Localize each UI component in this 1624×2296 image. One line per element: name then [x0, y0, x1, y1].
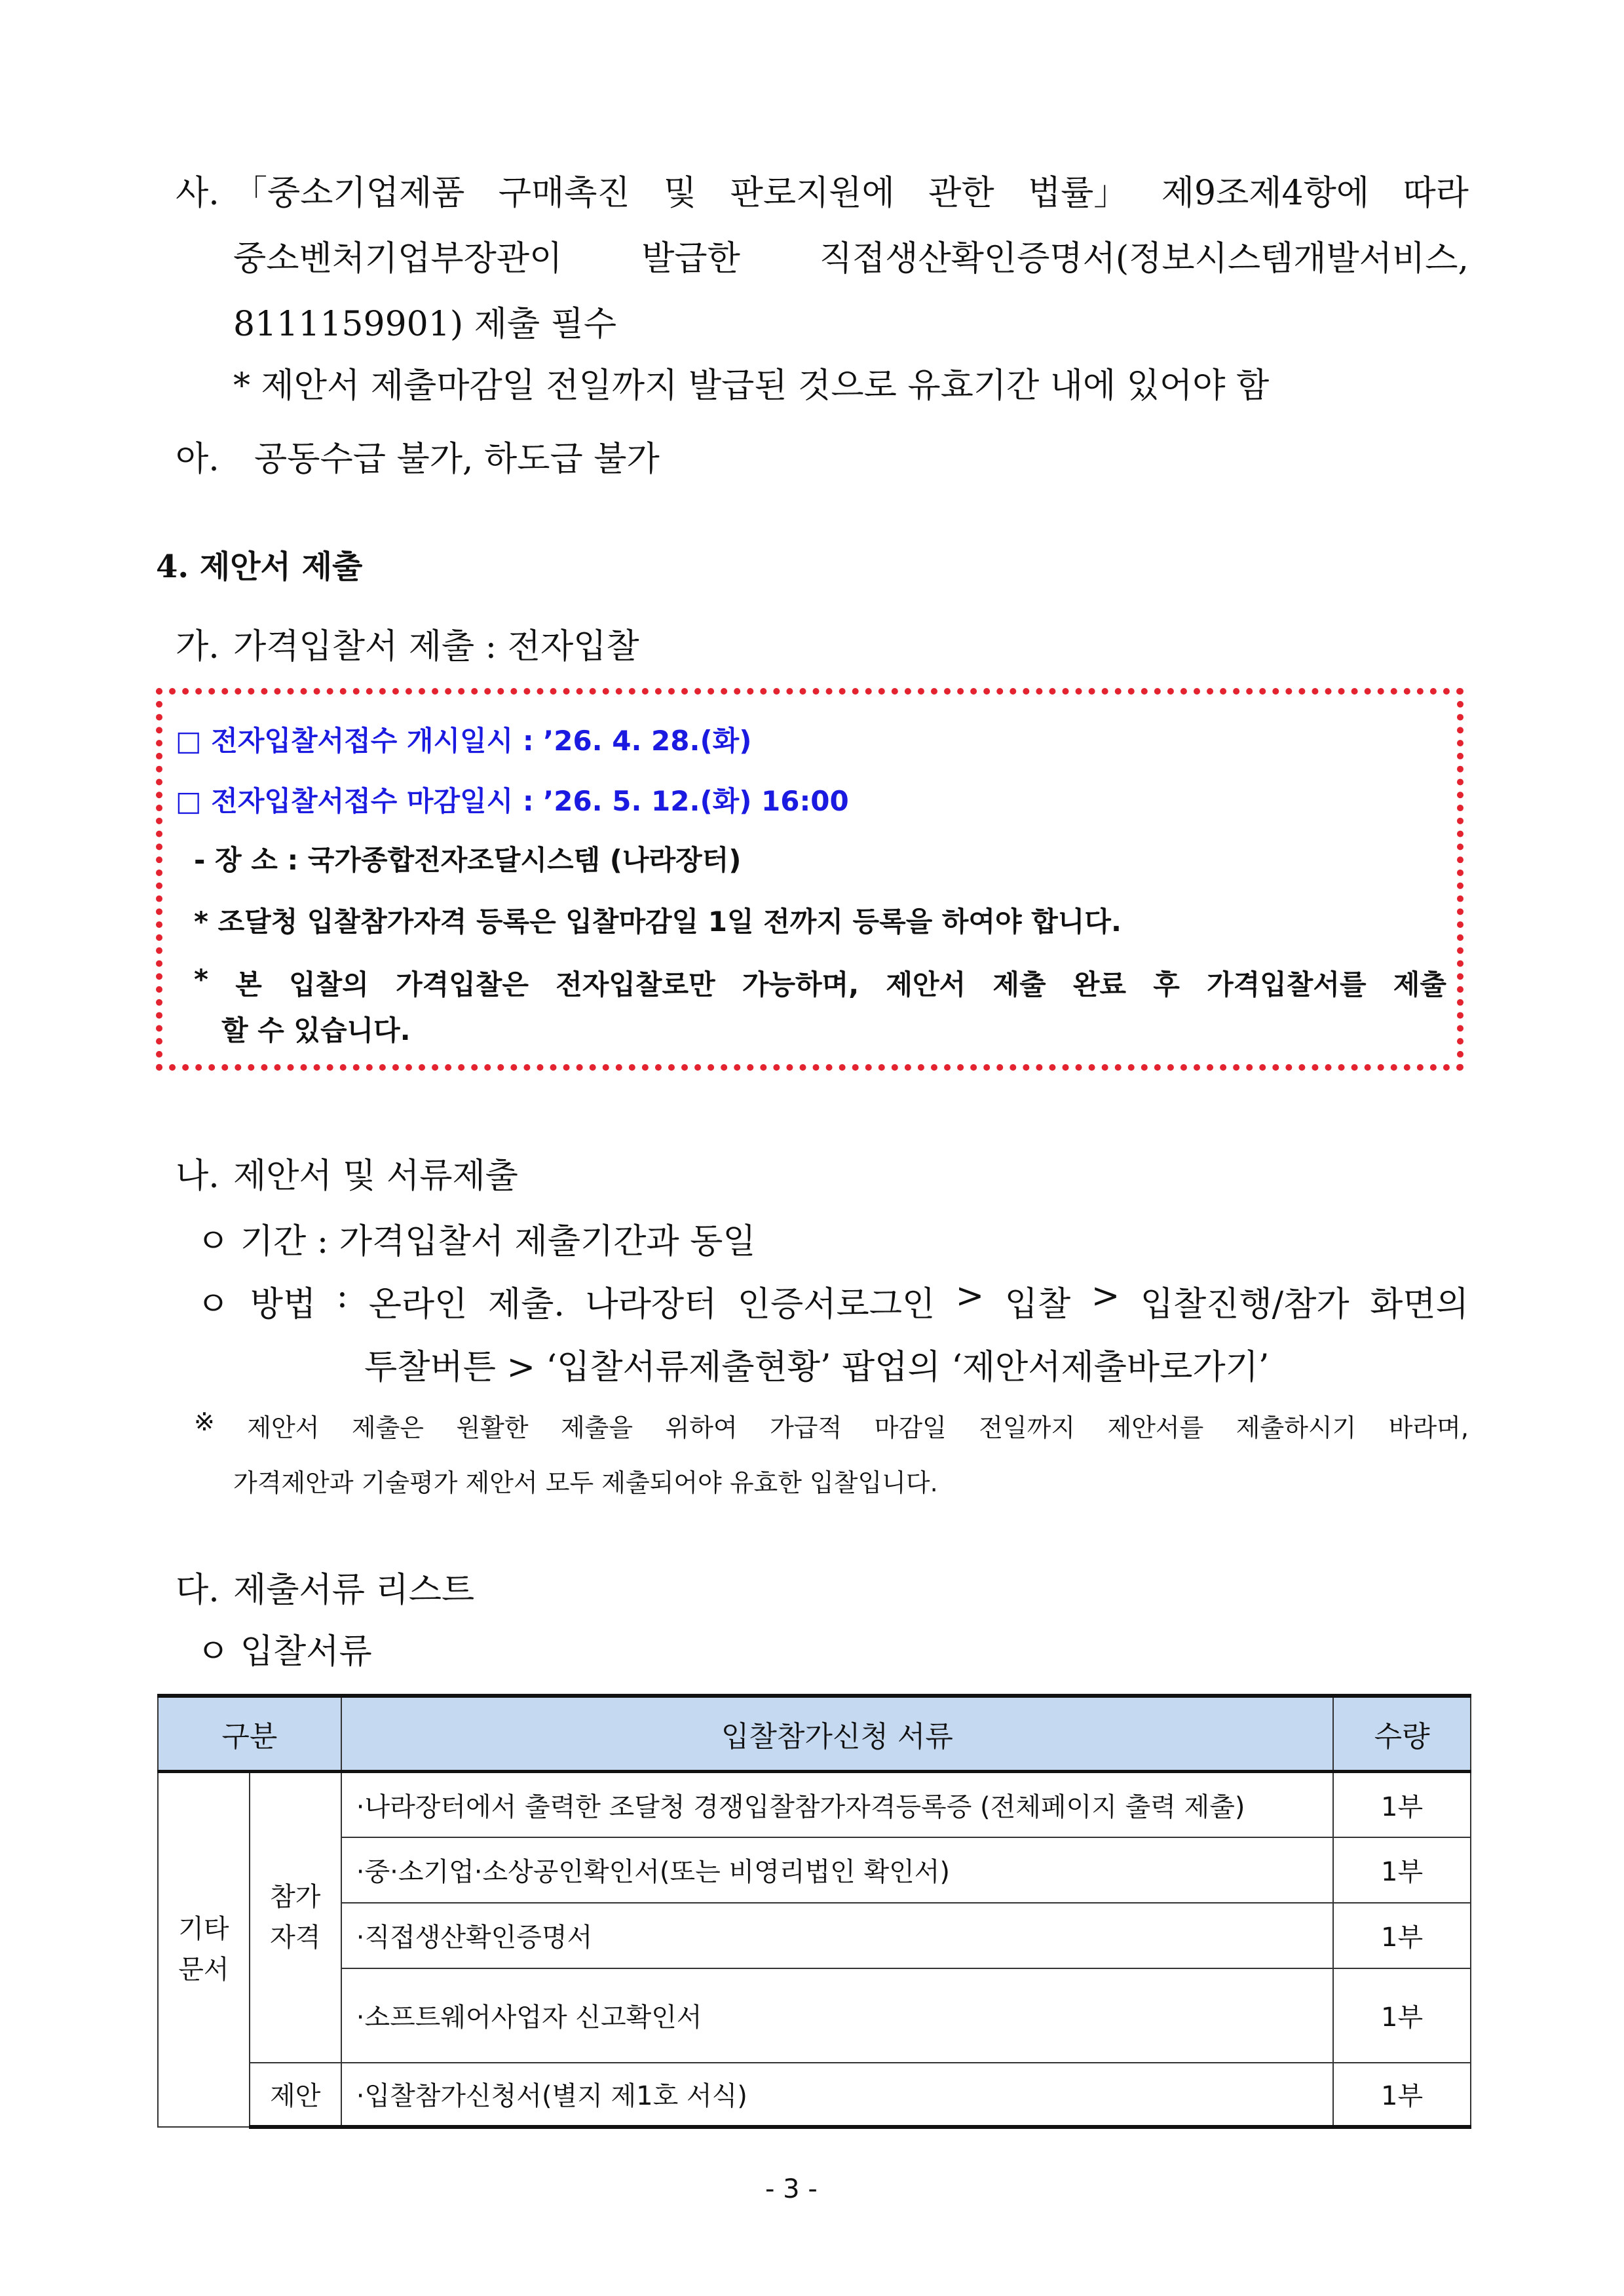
- section-heading: 4. 제안서 제출: [156, 548, 363, 585]
- document-item: ·직접생산확인증명서: [341, 1903, 1333, 1968]
- text-span: 제출: [992, 968, 1046, 1001]
- text-span: 제안서를: [1107, 1413, 1204, 1442]
- text-span: 입찰: [1004, 1285, 1071, 1324]
- document-item: ·중·소기업·소상공인확인서(또는 비영리법인 확인서): [341, 1837, 1333, 1903]
- text-span: 중소벤처기업부장관이: [233, 239, 563, 278]
- text-span: 가격입찰서를: [1207, 968, 1367, 1001]
- notice-open-date: □ 전자입찰서접수 개시일시 : ’26. 4. 28.(화): [176, 725, 752, 757]
- document-qty: 1부: [1333, 2063, 1471, 2127]
- sa-line2: [233, 231, 1469, 280]
- text-span: 위하여: [665, 1413, 738, 1442]
- subgroup-cell-proposal: 제안: [250, 2063, 341, 2127]
- header-category: 구분: [158, 1696, 341, 1772]
- text-span: 관한: [928, 174, 994, 213]
- document-qty: 1부: [1333, 1903, 1471, 1968]
- table-row: [158, 1772, 1471, 1837]
- text-span: :: [336, 1276, 349, 1316]
- ga-text: 가격입찰서 제출 : 전자입찰: [233, 627, 639, 666]
- na-marker: 나.: [176, 1157, 219, 1196]
- text-span: 및: [664, 174, 697, 213]
- table-header-row: [158, 1696, 1471, 1772]
- text-span: 판로지원에: [730, 174, 895, 213]
- a-marker: 아.: [176, 440, 219, 479]
- text-span: 제출: [1393, 968, 1446, 1001]
- document-item: ·입찰참가신청서(별지 제1호 서식): [341, 2063, 1333, 2127]
- document-qty: 1부: [1333, 1968, 1471, 2063]
- text-span: 제안서: [886, 968, 966, 1001]
- a-text: 공동수급 불가, 하도급 불가: [254, 440, 660, 479]
- table-row: [158, 1837, 1471, 1903]
- na-title: 제안서 및 서류제출: [233, 1157, 518, 1196]
- text-span: 원활한: [456, 1413, 529, 1442]
- da-title: 제출서류 리스트: [233, 1571, 475, 1610]
- da-sub: ㅇ 입찰서류: [197, 1632, 372, 1672]
- text-span: 마감일: [874, 1413, 947, 1442]
- notice-note-registration: * 조달청 입찰참가자격 등록은 입찰마감일 1일 전까지 등록을 하여야 합니다.: [194, 906, 1122, 938]
- text-span: >: [955, 1276, 985, 1316]
- text-span: 화면의: [1370, 1285, 1469, 1324]
- text-span: 제안서: [247, 1413, 320, 1442]
- na-remark-cont: 가격제안과 기술평가 제안서 모두 제출되어야 유효한 입찰입니다.: [233, 1468, 938, 1497]
- text-span: 구매촉진: [498, 174, 630, 213]
- text-span: >: [1091, 1276, 1120, 1316]
- text-span: 입찰진행/참가: [1140, 1285, 1350, 1324]
- text-span: 「중소기업제품: [233, 174, 465, 213]
- document-table: [157, 1694, 1471, 2129]
- text-span: 가격입찰은: [396, 968, 529, 1001]
- document-item: ·나라장터에서 출력한 조달청 경쟁입찰참가자격등록증 (전체페이지 출력 제출): [341, 1772, 1333, 1837]
- header-documents: 입찰참가신청 서류: [341, 1696, 1333, 1772]
- document-item: ·소프트웨어사업자 신고확인서: [341, 1968, 1333, 2063]
- da-marker: 다.: [176, 1571, 219, 1610]
- table-row: [158, 1903, 1471, 1968]
- na-method-cont: 투찰버튼 > ‘입찰서류제출현황’ 팝업의 ‘제안서제출바로가기’: [364, 1348, 1270, 1387]
- text-span: 완료: [1072, 968, 1126, 1001]
- text-span: 바라며,: [1388, 1413, 1469, 1442]
- text-span: 후: [1153, 968, 1180, 1001]
- notice-close-date: □ 전자입찰서접수 마감일시 : ’26. 5. 12.(화) 16:00: [176, 785, 849, 817]
- sa-marker: 사.: [176, 174, 219, 213]
- text-span: 직접생산확인증명서(정보시스템개발서비스,: [819, 239, 1469, 278]
- sa-line1: [233, 165, 1469, 214]
- sa-line3: 8111159901) 제출 필수: [233, 305, 617, 344]
- text-span: 가급적: [770, 1413, 842, 1442]
- text-span: 인증서로그인: [737, 1285, 935, 1324]
- notice-note-price-bid-cont: 할 수 있습니다.: [221, 1014, 411, 1046]
- text-span: 제출하시기: [1236, 1413, 1357, 1442]
- text-span: ㅇ: [197, 1285, 230, 1324]
- text-span: 제출을: [560, 1413, 633, 1442]
- text-span: 발급한: [641, 239, 740, 278]
- header-quantity: 수량: [1333, 1696, 1471, 1772]
- text-span: 제출.: [487, 1285, 565, 1324]
- table-row: [158, 1968, 1471, 2063]
- na-period: ㅇ 기간 : 가격입찰서 제출기간과 동일: [197, 1222, 756, 1261]
- text-span: 따라: [1403, 174, 1469, 213]
- sa-note: * 제안서 제출마감일 전일까지 발급된 것으로 유효기간 내에 있어야 함: [233, 366, 1270, 406]
- text-span: 제출은: [351, 1413, 424, 1442]
- text-span: 전일까지: [979, 1413, 1076, 1442]
- text-span: 가능하며,: [742, 968, 859, 1001]
- page-number: - 3 -: [765, 2174, 818, 2204]
- text-span: *: [194, 963, 208, 995]
- ga-marker: 가.: [176, 627, 219, 666]
- text-span: 나라장터: [585, 1285, 717, 1324]
- group-cell: 기타 문서: [158, 1772, 250, 2127]
- text-span: 입찰의: [289, 968, 369, 1001]
- document-qty: 1부: [1333, 1772, 1471, 1837]
- subgroup-cell-qualification: 참가 자격: [250, 1772, 341, 2063]
- table-row: [158, 2063, 1471, 2127]
- na-remark: [194, 1407, 1469, 1444]
- notice-place: - 장 소 : 국가종합전자조달시스템 (나라장터): [194, 844, 742, 876]
- document-qty: 1부: [1333, 1837, 1471, 1903]
- text-span: 법률」: [1027, 174, 1128, 213]
- na-method: [197, 1276, 1469, 1326]
- text-span: 전자입찰로만: [556, 968, 715, 1001]
- text-span: 본: [235, 968, 262, 1001]
- text-span: 방법: [250, 1285, 316, 1324]
- text-span: ※: [194, 1407, 215, 1436]
- text-span: 제9조제4항에: [1161, 174, 1370, 213]
- notice-note-price-bid: [194, 963, 1446, 1003]
- text-span: 온라인: [368, 1285, 468, 1324]
